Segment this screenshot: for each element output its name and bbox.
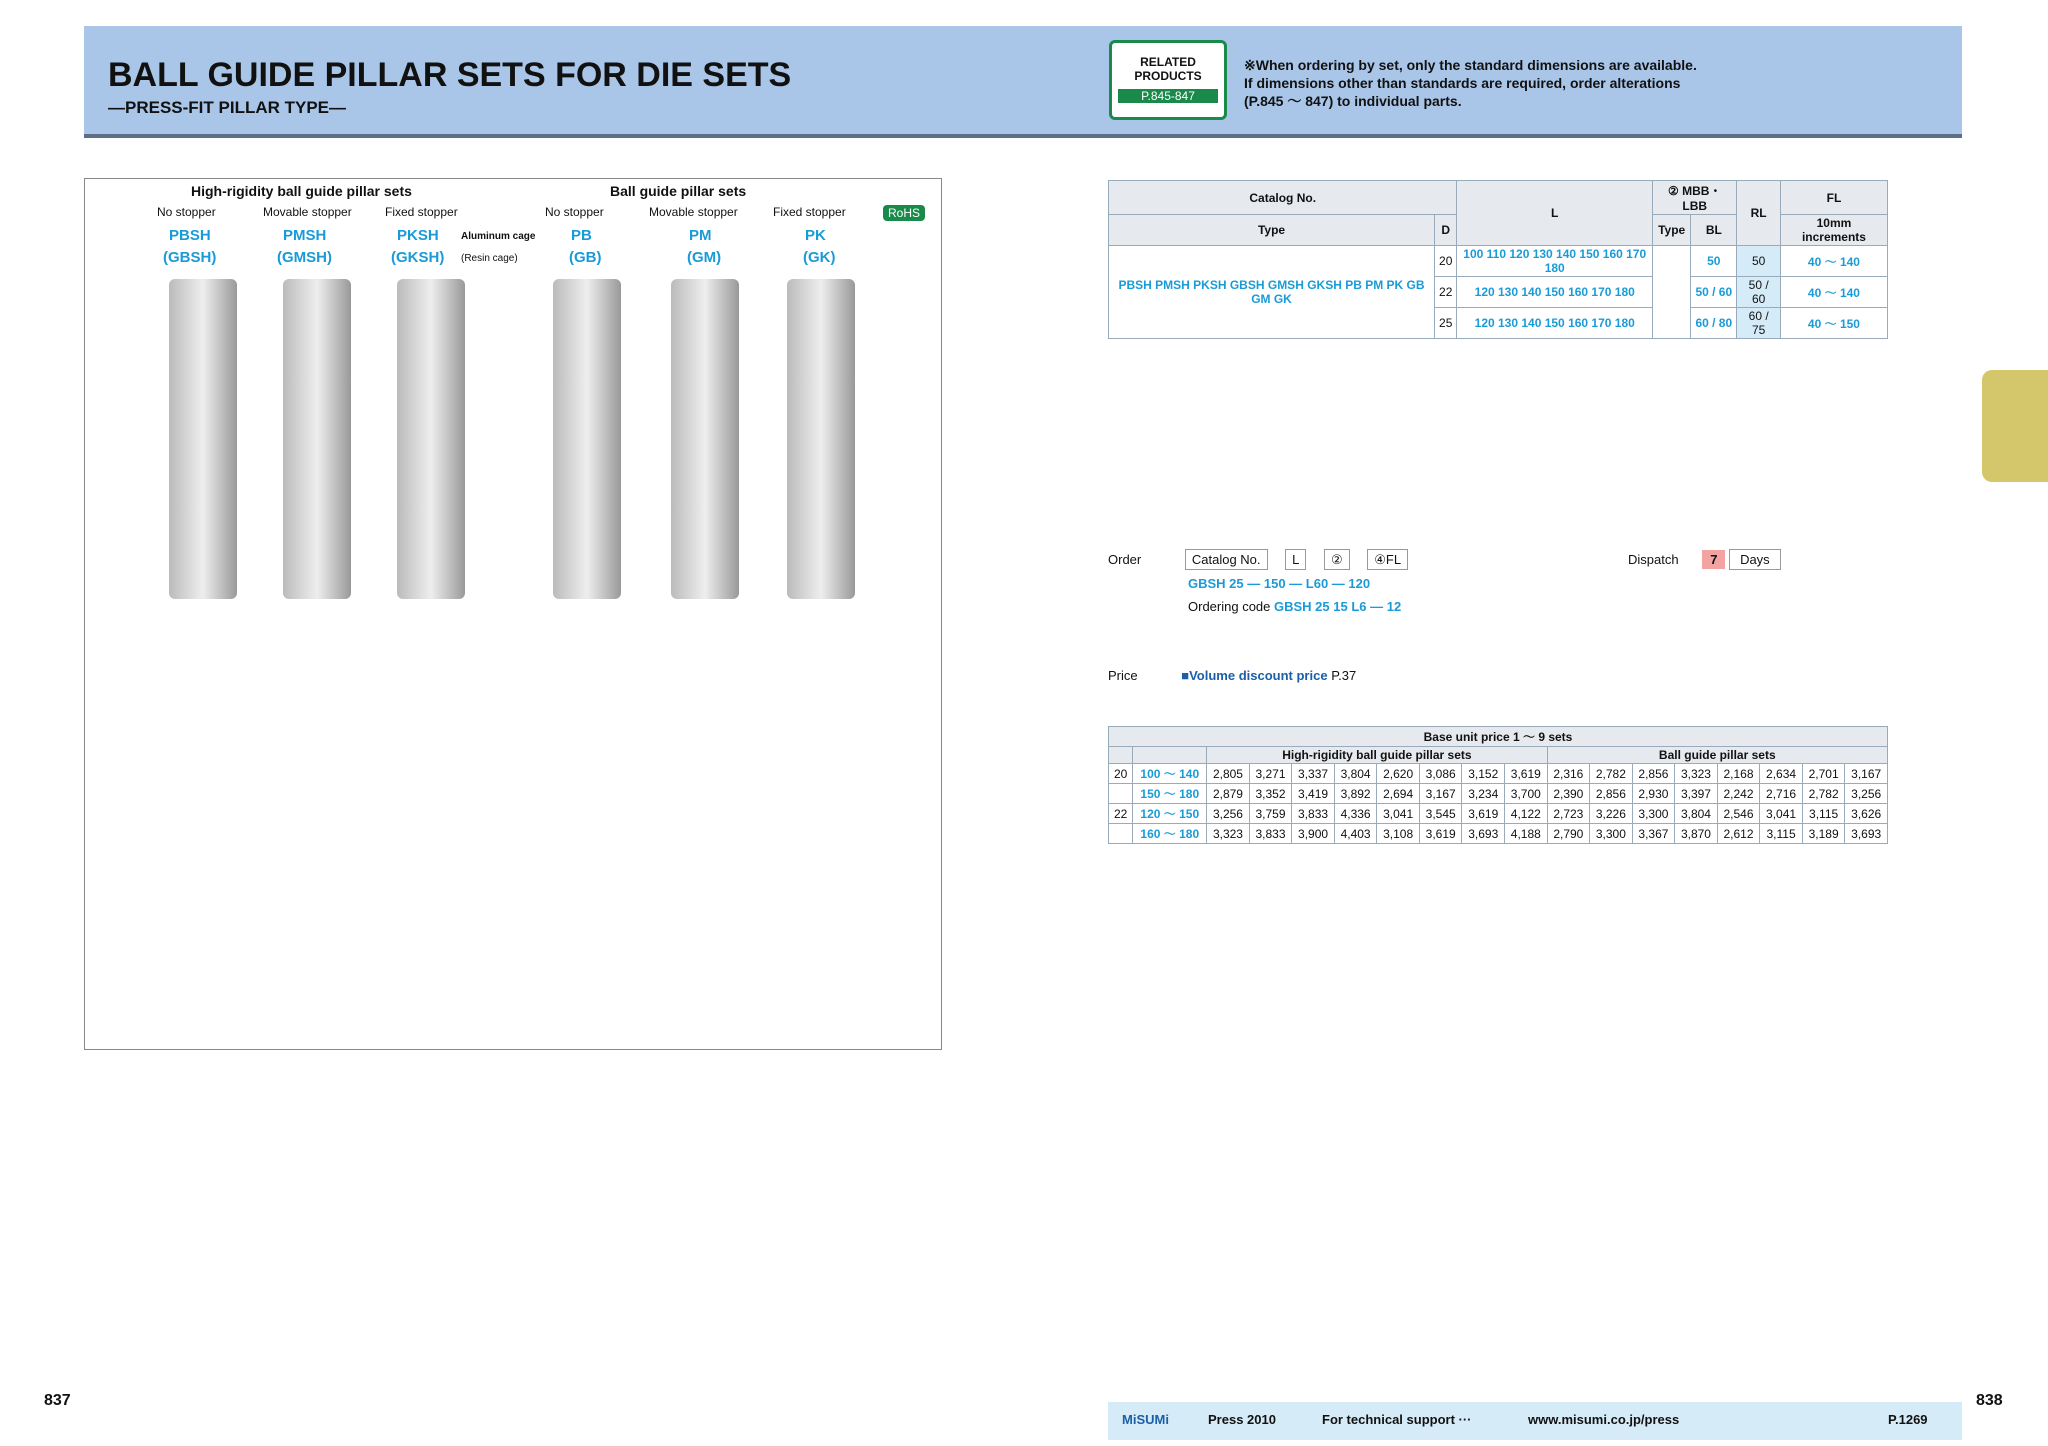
code-pksh: PKSH <box>397 227 439 244</box>
up-price: 3,167 <box>1845 764 1888 784</box>
up-price: 2,805 <box>1207 764 1250 784</box>
badge-label: RELATED PRODUCTS <box>1134 55 1202 83</box>
ordering-code-label: Ordering code <box>1188 599 1271 614</box>
page-title: BALL GUIDE PILLAR SETS FOR DIE SETS <box>108 56 792 94</box>
th-mbb: ② MBB・LBB <box>1653 181 1737 215</box>
up-g1: High-rigidity ball guide pillar sets <box>1207 747 1547 764</box>
cage-aluminum: Aluminum cage <box>461 231 536 242</box>
code-pb: PB <box>571 227 592 244</box>
up-price: 3,167 <box>1419 784 1462 804</box>
dispatch-box <box>1628 552 1781 567</box>
footer-bar <box>1108 1402 1962 1440</box>
cat-d: 20 <box>1435 246 1457 277</box>
up-price: 3,086 <box>1419 764 1462 784</box>
th-fl: FL <box>1780 181 1887 215</box>
footer-brand: MiSUMi <box>1122 1412 1169 1427</box>
up-price: 3,256 <box>1845 784 1888 804</box>
stopper-3: No stopper <box>545 205 604 219</box>
cat-rl: 50 / 60 <box>1737 277 1781 308</box>
up-price: 2,701 <box>1802 764 1845 784</box>
up-price: 3,804 <box>1675 804 1718 824</box>
up-price: 3,300 <box>1632 804 1675 824</box>
page-number-left: 837 <box>44 1392 71 1409</box>
stopper-4: Movable stopper <box>649 205 738 219</box>
volume-discount-label: ■Volume discount price <box>1181 668 1328 683</box>
order-two: ② <box>1324 549 1350 570</box>
ordering-code: GBSH 25 15 L6 — 12 <box>1274 599 1402 614</box>
alt-gk: (GK) <box>803 249 836 266</box>
up-price: 3,367 <box>1632 824 1675 844</box>
up-body <box>1109 764 1888 844</box>
up-price: 4,336 <box>1334 804 1377 824</box>
up-price: 3,833 <box>1249 824 1292 844</box>
dispatch-unit: Days <box>1729 549 1781 570</box>
up-price: 2,782 <box>1802 784 1845 804</box>
cat-l: 120 130 140 150 160 170 180 <box>1457 308 1653 339</box>
up-g2: Ball guide pillar sets <box>1547 747 1887 764</box>
price-box <box>1108 668 1356 683</box>
up-price: 2,612 <box>1717 824 1760 844</box>
badge-ref: P.845-847 <box>1118 89 1218 103</box>
up-price: 3,323 <box>1675 764 1718 784</box>
th-l: L <box>1457 181 1653 246</box>
pillar-image-pb <box>553 279 621 599</box>
ordering-note: ※When ordering by set, only the standard dimensions are available. If dimensions other than standards are required, order alterations (P.845 ～ 847) to individual parts. <box>1244 57 1697 109</box>
cat-d: 25 <box>1435 308 1457 339</box>
up-price: 3,271 <box>1249 764 1292 784</box>
cat-rl: 50 <box>1737 246 1781 277</box>
up-price: 2,546 <box>1717 804 1760 824</box>
th-d: D <box>1435 215 1457 246</box>
group-high-rigidity: High-rigidity ball guide pillar sets <box>191 183 412 199</box>
product-panel <box>84 178 942 1050</box>
up-price: 3,759 <box>1249 804 1292 824</box>
up-l: 150 ～ 180 <box>1133 784 1207 804</box>
up-price: 3,892 <box>1334 784 1377 804</box>
cat-l: 100 110 120 130 140 150 160 170 180 <box>1457 246 1653 277</box>
up-price: 2,723 <box>1547 804 1590 824</box>
up-price: 3,108 <box>1377 824 1420 844</box>
up-price: 3,870 <box>1675 824 1718 844</box>
up-price: 2,242 <box>1717 784 1760 804</box>
up-price: 3,833 <box>1292 804 1335 824</box>
dispatch-days: 7 <box>1702 550 1725 569</box>
up-price: 3,700 <box>1505 784 1548 804</box>
up-price: 2,856 <box>1590 784 1633 804</box>
up-d: 20 <box>1109 764 1133 784</box>
footer-support: For technical support ··· <box>1322 1412 1472 1427</box>
up-price: 3,900 <box>1292 824 1335 844</box>
order-catalog: Catalog No. <box>1185 549 1268 570</box>
up-price: 3,300 <box>1590 824 1633 844</box>
up-price: 2,930 <box>1632 784 1675 804</box>
up-price: 2,694 <box>1377 784 1420 804</box>
up-row <box>1109 824 1888 844</box>
up-price: 3,693 <box>1462 824 1505 844</box>
alt-gbsh: (GBSH) <box>163 249 217 266</box>
up-price: 3,323 <box>1207 824 1250 844</box>
up-price: 3,115 <box>1760 824 1803 844</box>
unit-price-table <box>1108 726 1888 844</box>
pillar-image-pmsh <box>283 279 351 599</box>
order-l: L <box>1285 549 1306 570</box>
up-price: 2,856 <box>1632 764 1675 784</box>
up-price: 3,619 <box>1462 804 1505 824</box>
up-price: 3,234 <box>1462 784 1505 804</box>
up-price: 3,352 <box>1249 784 1292 804</box>
stopper-2: Fixed stopper <box>385 205 458 219</box>
catalog-table <box>1108 180 1888 339</box>
stopper-5: Fixed stopper <box>773 205 846 219</box>
code-pm: PM <box>689 227 712 244</box>
footer-ref: P.1269 <box>1888 1412 1928 1427</box>
up-row <box>1109 804 1888 824</box>
related-products-badge[interactable] <box>1109 40 1227 120</box>
up-row <box>1109 764 1888 784</box>
section-tab <box>1982 370 2048 482</box>
page-number-right: 838 <box>1976 1392 2003 1409</box>
stopper-1: Movable stopper <box>263 205 352 219</box>
up-price: 2,782 <box>1590 764 1633 784</box>
th-rl: RL <box>1737 181 1781 246</box>
up-price: 2,790 <box>1547 824 1590 844</box>
up-price: 3,115 <box>1802 804 1845 824</box>
stopper-0: No stopper <box>157 205 216 219</box>
up-row <box>1109 784 1888 804</box>
up-d: 22 <box>1109 804 1133 824</box>
up-price: 3,619 <box>1419 824 1462 844</box>
cat-d: 22 <box>1435 277 1457 308</box>
cage-resin: (Resin cage) <box>461 253 518 264</box>
up-price: 3,626 <box>1845 804 1888 824</box>
up-price: 3,041 <box>1760 804 1803 824</box>
alt-gmsh: (GMSH) <box>277 249 332 266</box>
footer-year: Press 2010 <box>1208 1412 1276 1427</box>
cat-l: 120 130 140 150 160 170 180 <box>1457 277 1653 308</box>
up-price: 2,879 <box>1207 784 1250 804</box>
order-box <box>1108 552 1408 614</box>
up-price: 3,226 <box>1590 804 1633 824</box>
up-price: 3,152 <box>1462 764 1505 784</box>
order-example: GBSH 25 — 150 — L60 — 120 <box>1188 576 1371 591</box>
price-label: Price <box>1108 668 1138 683</box>
cat-fl: 40 ～ 140 <box>1780 277 1887 308</box>
th-type: Type <box>1109 215 1435 246</box>
th-bl: BL <box>1691 215 1737 246</box>
alt-gb: (GB) <box>569 249 602 266</box>
pillar-image-pksh <box>397 279 465 599</box>
up-price: 3,189 <box>1802 824 1845 844</box>
volume-ref: P.37 <box>1331 668 1357 683</box>
cat-rl: 60 / 75 <box>1737 308 1781 339</box>
pillar-image-pbsh <box>169 279 237 599</box>
cat-bl: 50 <box>1691 246 1737 277</box>
up-price: 4,188 <box>1505 824 1548 844</box>
code-pmsh: PMSH <box>283 227 327 244</box>
th-type2: Type <box>1653 215 1691 246</box>
up-price: 2,634 <box>1760 764 1803 784</box>
rohs-badge: RoHS <box>883 205 925 221</box>
up-price: 3,256 <box>1207 804 1250 824</box>
up-price: 2,716 <box>1760 784 1803 804</box>
up-price: 3,693 <box>1845 824 1888 844</box>
th-fl2: 10mm increments <box>1780 215 1887 246</box>
up-price: 3,419 <box>1292 784 1335 804</box>
cat-mbb-type <box>1653 246 1691 339</box>
dispatch-label: Dispatch <box>1628 552 1679 567</box>
up-title: Base unit price 1 ～ 9 sets <box>1109 727 1888 747</box>
cat-bl: 60 / 80 <box>1691 308 1737 339</box>
alt-gm: (GM) <box>687 249 722 266</box>
cat-fl: 40 ～ 150 <box>1780 308 1887 339</box>
order-fl: ④FL <box>1367 549 1408 570</box>
up-d <box>1109 824 1133 844</box>
up-price: 4,403 <box>1334 824 1377 844</box>
page-subtitle: ―PRESS-FIT PILLAR TYPE― <box>108 98 347 117</box>
group-ball-guide: Ball guide pillar sets <box>610 183 747 199</box>
up-price: 2,168 <box>1717 764 1760 784</box>
th-catalog: Catalog No. <box>1109 181 1457 215</box>
order-label: Order <box>1108 552 1142 567</box>
up-l: 120 ～ 150 <box>1133 804 1207 824</box>
cat-bl: 50 / 60 <box>1691 277 1737 308</box>
up-price: 2,316 <box>1547 764 1590 784</box>
up-l: 160 ～ 180 <box>1133 824 1207 844</box>
up-price: 3,397 <box>1675 784 1718 804</box>
up-price: 3,337 <box>1292 764 1335 784</box>
up-d <box>1109 784 1133 804</box>
code-pk: PK <box>805 227 826 244</box>
page-header <box>84 26 1962 138</box>
code-pbsh: PBSH <box>169 227 211 244</box>
up-price: 3,041 <box>1377 804 1420 824</box>
pillar-image-pk <box>787 279 855 599</box>
pillar-image-pm <box>671 279 739 599</box>
cat-fl: 40 ～ 140 <box>1780 246 1887 277</box>
up-price: 2,620 <box>1377 764 1420 784</box>
catalog-types: PBSH PMSH PKSH GBSH GMSH GKSH PB PM PK GB GM GK <box>1109 246 1435 339</box>
alt-gksh: (GKSH) <box>391 249 445 266</box>
up-price: 2,390 <box>1547 784 1590 804</box>
up-price: 3,545 <box>1419 804 1462 824</box>
up-price: 3,804 <box>1334 764 1377 784</box>
footer-url[interactable]: www.misumi.co.jp/press <box>1528 1412 1680 1427</box>
up-price: 3,619 <box>1505 764 1548 784</box>
up-price: 4,122 <box>1505 804 1548 824</box>
up-l: 100 ～ 140 <box>1133 764 1207 784</box>
